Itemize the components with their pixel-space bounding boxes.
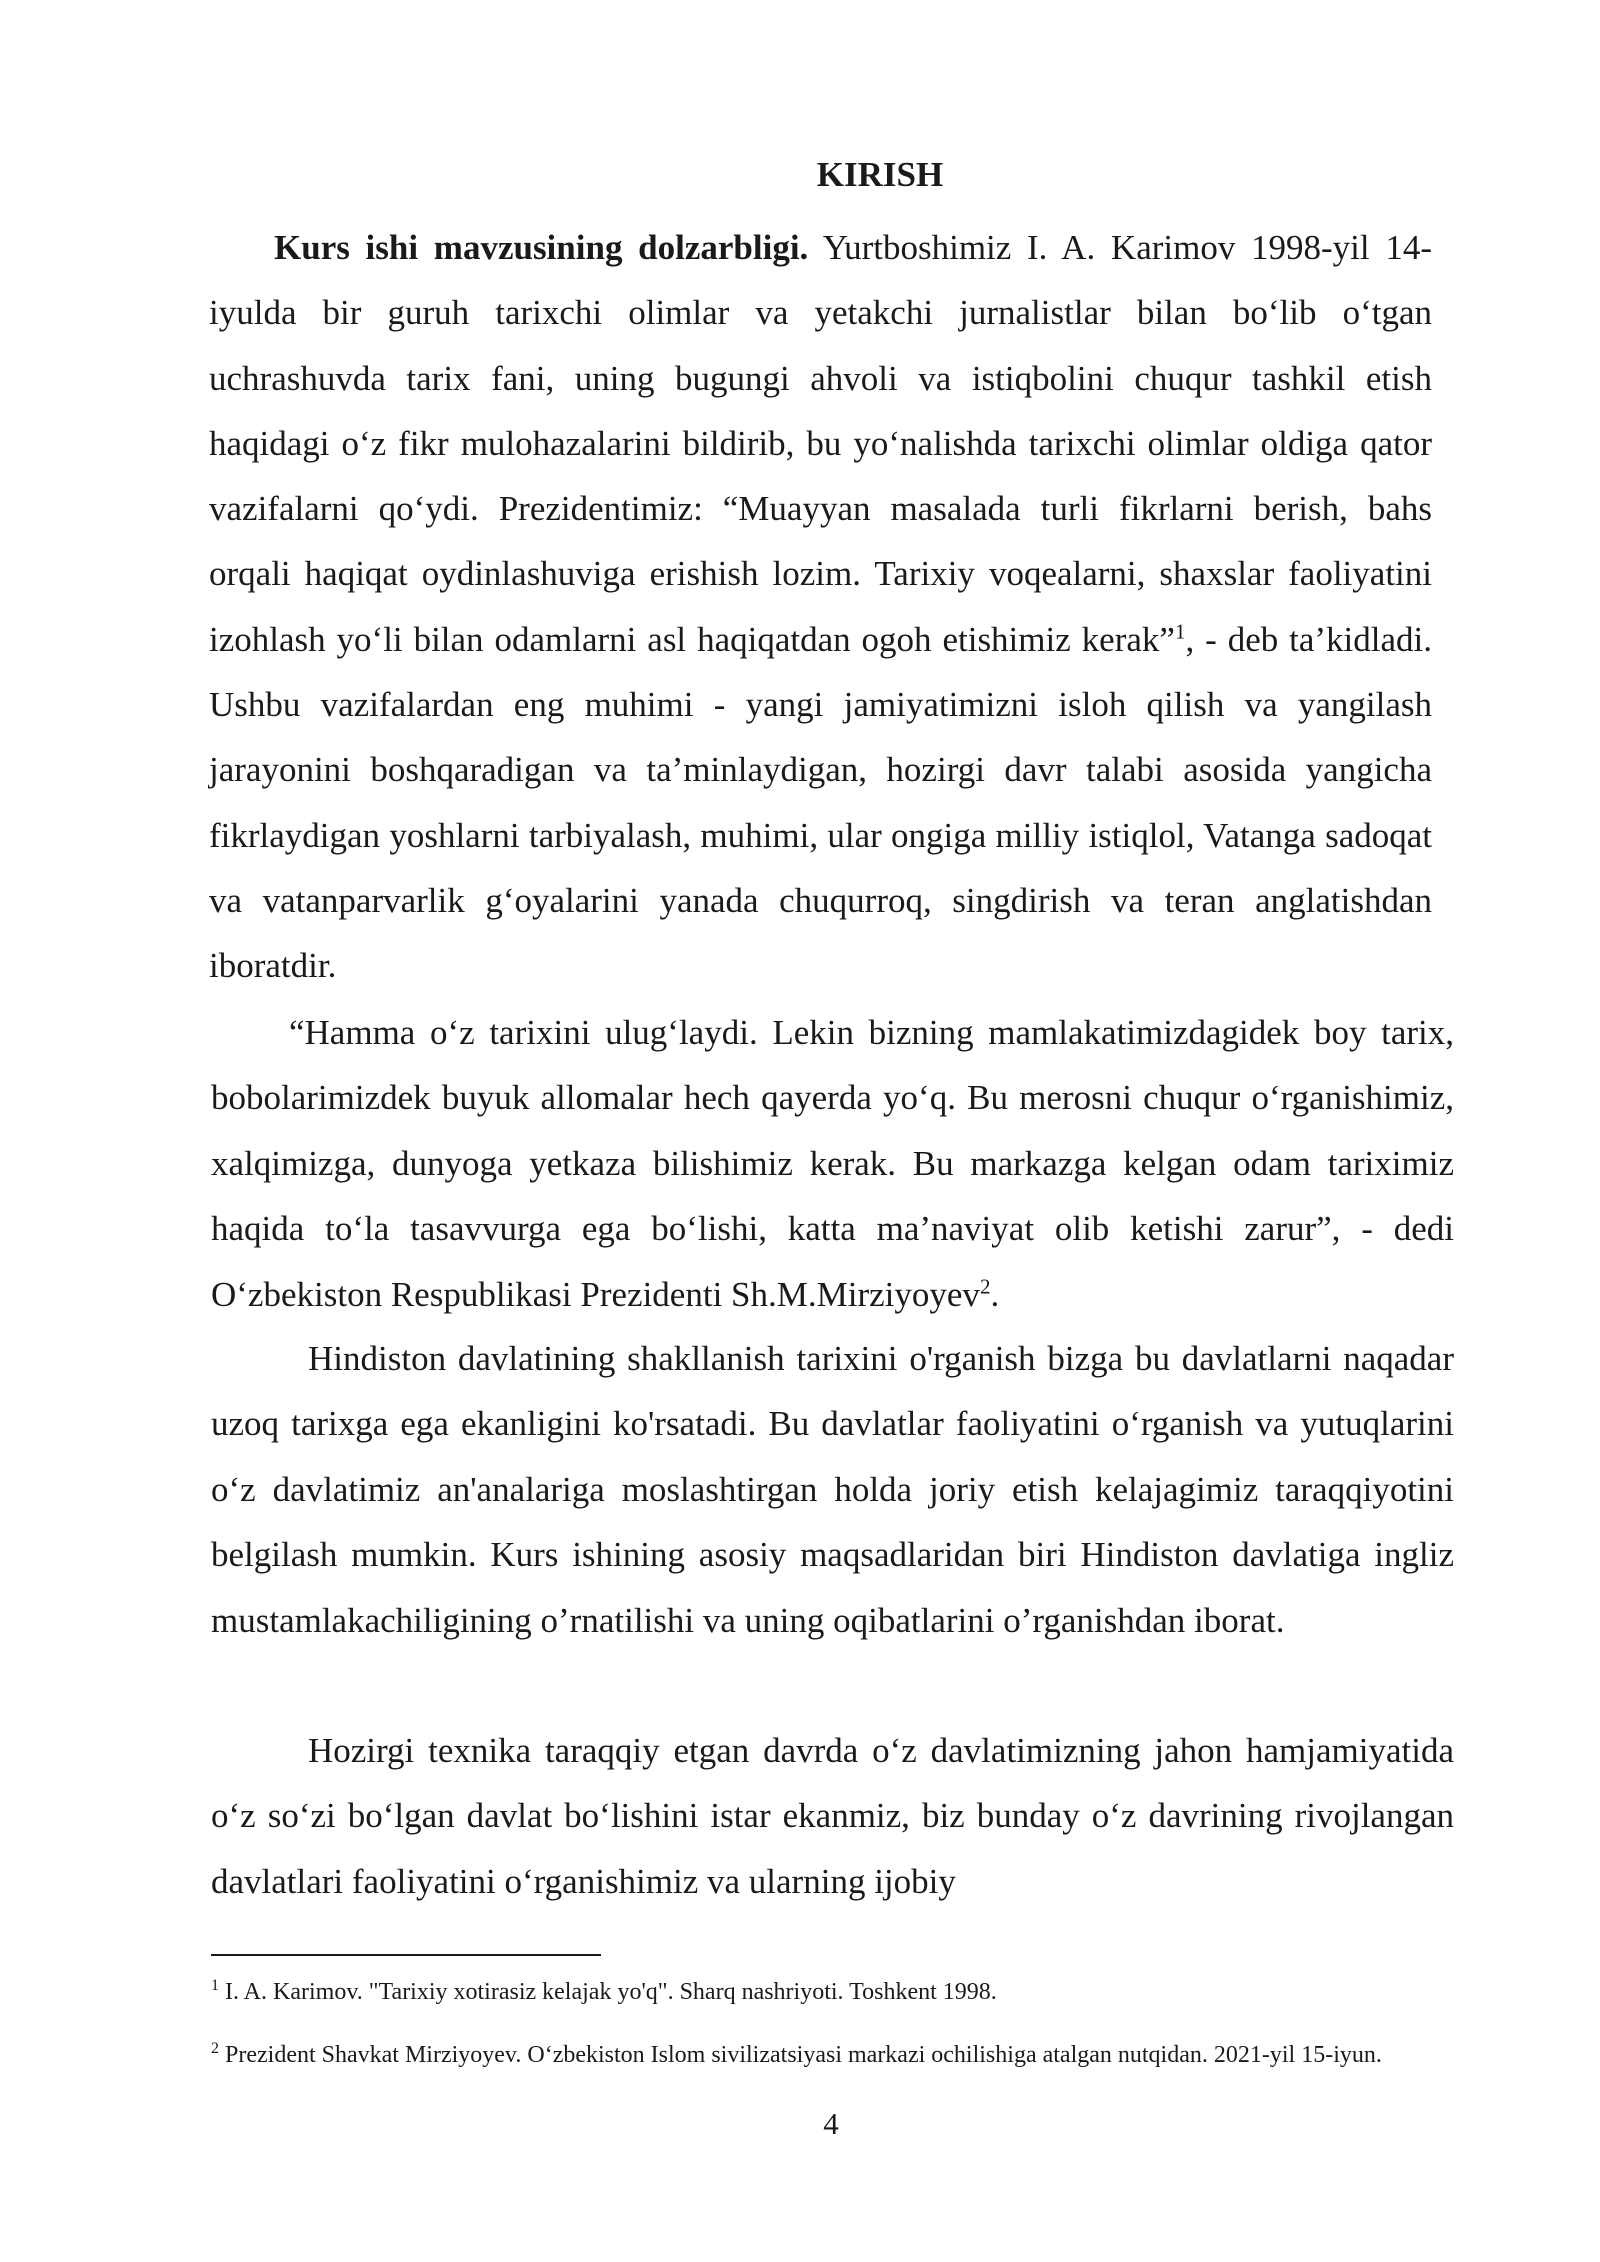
footnote-text: Prezident Shavkat Mirziyoyev. O‘zbekiston Islom sivilizatsiyasi markazi ochilishiga atalgan nutqidan. 2021-yil 15-iyun.	[219, 2042, 1382, 2068]
page-title: KIRISH	[816, 155, 944, 194]
footnote-1	[211, 1977, 1454, 2007]
paragraph-relevance	[209, 215, 1432, 999]
paragraph-quote	[211, 1000, 1454, 1327]
paragraph-modern-technology: Hozirgi texnika taraqqiy etgan davrda o‘z davlatimizning jahon hamjamiyatida o‘z so‘zi bo‘lgan davlat bo‘lishini istar ekanmiz, biz bunday o‘z davrining rivojlangan davlatlari faoliyatini o‘rganishimiz va ularning ijobiy	[211, 1731, 1454, 1901]
footnote-reference: 2	[979, 1273, 991, 1298]
footnote-2	[211, 2040, 1454, 2070]
footnote-separator	[211, 1954, 601, 1956]
paragraph-lead-heading: Kurs ishi mavzusining dolzarbligi.	[274, 228, 809, 267]
footnote-number: 2	[211, 2040, 219, 2057]
paragraph-text: “Hamma o‘z tarixini ulug‘laydi. Lekin bizning mamlakatimizdagidek boy tarix, bobolarimizdek buyuk allomalar hech qayerda yo‘q. Bu merosni chuqur o‘rganishimiz, xalqimizga, dunyoga yetkaza bilishimiz kerak. Bu markazga kelgan odam tariximiz haqida to‘la tasavvurga ega bo‘lishi, katta ma’naviyat olib ketishi zarur”, - dedi O‘zbekiston Respublikasi Prezidenti Sh.M.Mirziyoyev	[211, 1013, 1454, 1314]
paragraph-text: .	[990, 1274, 1000, 1314]
paragraph-text: Yurtboshimiz I. A. Karimov 1998-yil 14-iyulda bir guruh tarixchi olimlar va yetakchi jurnalistlar bilan bo‘lib o‘tgan uchrashuvda tarix fani, uning bugungi ahvoli va istiqbolini chuqur tashkil etish haqidagi o‘z fikr mulohazalarini bildirib, bu yo‘nalishda tarixchi olimlar oldiga qator vazifalarni qo‘ydi. Prezidentimiz: “Muayyan masalada turli fikrlarni berish, bahs orqali haqiqat oydinlashuviga erishish lozim. Tarixiy voqealarni, shaxslar faoliyatini izohlash yo‘li bilan odamlarni asl haqiqatdan ogoh etishimiz kerak”	[209, 228, 1432, 659]
paragraph-text: , - deb ta’kidladi. Ushbu vazifalardan eng muhimi - yangi jamiyatimizni isloh qilish va yangilash jarayonini boshqaradigan va ta’minlaydigan, hozirgi davr talabi asosida yangicha fikrlaydigan yoshlarni tarbiyalash, muhimi, ular ongiga milliy istiqlol, Vatanga sadoqat va vatanparvarlik g‘oyalarini yanada chuqurroq, singdirish va teran anglatishdan iboratdir.	[209, 619, 1433, 986]
footnote-reference: 1	[1174, 619, 1186, 644]
footnote-text: I. A. Karimov. "Tarixiy xotirasiz kelajak yo'q". Sharq nashriyoti. Toshkent 1998.	[219, 1979, 997, 2005]
footnote-number: 1	[211, 1977, 219, 1994]
page-number: 4	[823, 2106, 839, 2141]
paragraph-india-history: Hindiston davlatining shakllanish tarixini o'rganish bizga bu davlatlarni naqadar uzoq tarixga ega ekanligini ko'rsatadi. Bu davlatlar faoliyatini o‘rganish va yutuqlarini o‘z davlatimiz an'analariga moslashtirgan holda joriy etish kelajagimiz taraqqiyotini belgilash mumkin. Kurs ishining asosiy maqsadlaridan biri Hindiston davlatiga ingliz mustamlakachiligining o’rnatilishi va uning oqibatlarini o’rganishdan iborat.	[211, 1339, 1454, 1640]
